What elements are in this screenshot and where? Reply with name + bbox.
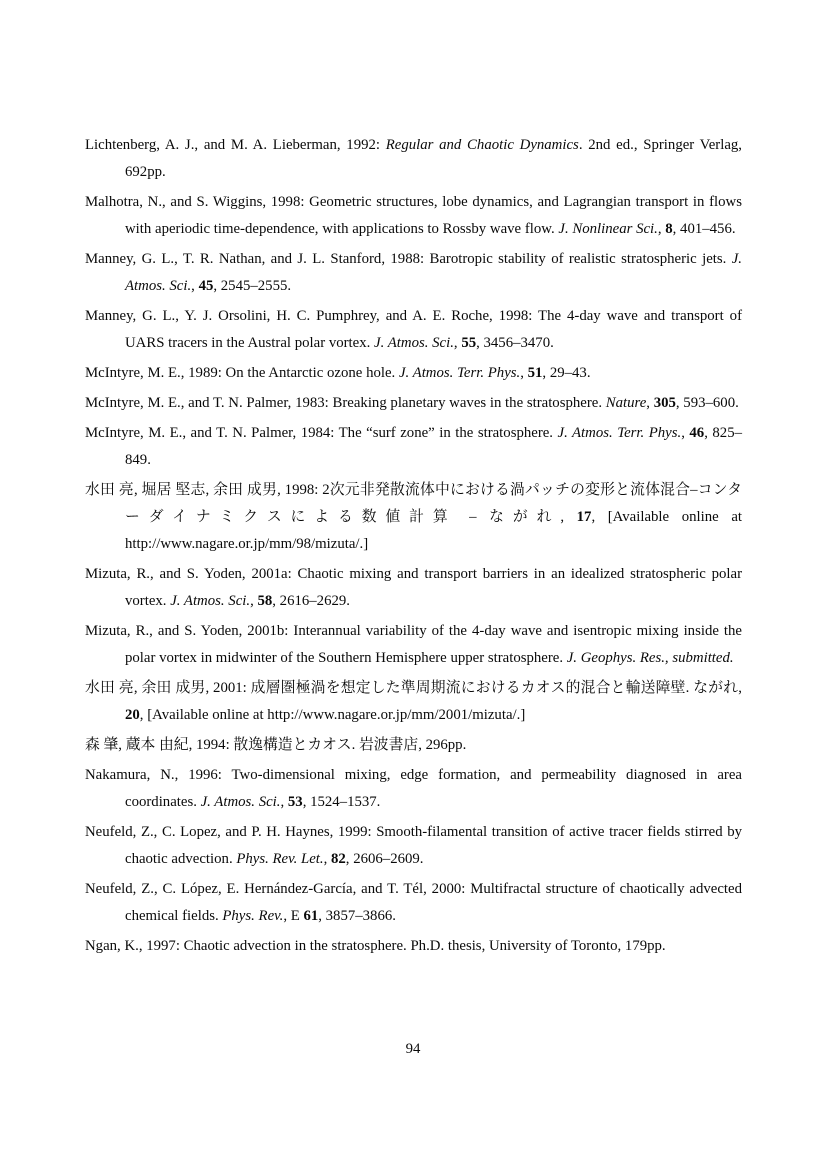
reference-entry — [85, 675, 742, 729]
reference-text-segment: 82 — [331, 851, 346, 867]
reference-text-segment: , — [250, 593, 258, 609]
reference-entry — [85, 132, 742, 186]
reference-entry — [85, 876, 742, 930]
reference-text-segment: McIntyre, M. E., 1989: On the Antarctic ozone hole. — [85, 365, 399, 381]
reference-text-segment: J. Geophys. Res., submitted. — [566, 650, 734, 666]
reference-text-segment: J. Nonlinear Sci. — [558, 221, 658, 237]
reference-text-segment: Manney, G. L., T. R. Nathan, and J. L. Stanford, 1988: Barotropic stability of realistic stratospheric jets. — [85, 251, 732, 267]
reference-text-segment: , 29–43. — [542, 365, 591, 381]
reference-text-segment: , 2606–2609. — [345, 851, 424, 867]
reference-text-segment: J. Atmos. Terr. Phys. — [398, 365, 521, 381]
reference-text-segment: 水田 亮, 堀居 堅志, 余田 成男, 1998: 2次元非発散流体中における渦パッチの変形と流体混合–コンターダイナミクスによる数値計算 – ながれ, — [85, 482, 742, 525]
reference-entry — [85, 420, 742, 474]
references-list — [85, 132, 742, 963]
reference-entry — [85, 762, 742, 816]
reference-text-segment: , — [681, 425, 690, 441]
reference-text-segment: 水田 亮, 余田 成男, 2001: 成層圏極渦を想定した準周期流におけるカオス的混合と輸送障壁. ながれ, — [85, 680, 742, 696]
reference-entry — [85, 732, 742, 759]
reference-text-segment: , — [323, 851, 331, 867]
reference-text-segment: Phys. Rev. Let. — [236, 851, 324, 867]
reference-text-segment: , 2545–2555. — [213, 278, 292, 294]
reference-text-segment: , — [191, 278, 199, 294]
reference-text-segment: 53 — [287, 794, 303, 810]
reference-text-segment: 森 肇, 蔵本 由紀, 1994: 散逸構造とカオス. 岩波書店, 296pp. — [85, 737, 467, 753]
reference-entry — [85, 303, 742, 357]
reference-text-segment: Ngan, K., 1997: Chaotic advection in the stratosphere. Ph.D. thesis, University of Toronto, 179pp. — [85, 938, 666, 954]
page-number: 94 — [405, 1041, 421, 1057]
reference-text-segment: 58 — [257, 593, 273, 609]
reference-entry — [85, 189, 742, 243]
reference-text-segment: , 2616–2629. — [272, 593, 350, 609]
reference-text-segment: , 3857–3866. — [318, 908, 396, 924]
reference-text-segment: 305 — [653, 395, 676, 411]
reference-text-segment: Mizuta, R., and S. Yoden, 2001a: Chaotic mixing and transport barriers in an idealized stratospheric polar vortex. — [85, 566, 742, 609]
reference-text-segment: 17 — [576, 509, 592, 525]
reference-text-segment: , 825–849. — [125, 425, 742, 468]
reference-text-segment: 8 — [665, 221, 673, 237]
reference-text-segment: J. Atmos. Sci. — [170, 593, 251, 609]
reference-text-segment: 51 — [527, 365, 543, 381]
reference-text-segment: , — [657, 221, 666, 237]
reference-entry — [85, 360, 742, 387]
reference-text-segment: Neufeld, Z., C. Lopez, and P. H. Haynes, 1999: Smooth-filamental transition of active tracer fields stirred by chaotic advection. — [85, 824, 742, 867]
reference-text-segment: McIntyre, M. E., and T. N. Palmer, 1983: Breaking planetary waves in the stratosphere. — [85, 395, 606, 411]
reference-text-segment: Regular and Chaotic Dynamics — [385, 137, 579, 153]
reference-text-segment: Lichtenberg, A. J., and M. A. Lieberman, 1992: — [85, 137, 386, 153]
reference-text-segment: J. Atmos. Sci. — [374, 335, 454, 351]
reference-text-segment: McIntyre, M. E., and T. N. Palmer, 1984: The “surf zone” in the stratosphere. — [85, 425, 558, 441]
reference-text-segment: Nature — [605, 395, 647, 411]
reference-text-segment: Neufeld, Z., C. López, E. Hernández-García, and T. Tél, 2000: Multifractal structure of chaotically advected chemical fields. — [85, 881, 742, 924]
reference-text-segment: , [Available online at http://www.nagare.or.jp/mm/2001/mizuta/.] — [139, 707, 526, 723]
reference-text-segment: . 2nd ed., Springer Verlag, 692pp. — [125, 137, 742, 180]
reference-entry — [85, 477, 742, 558]
reference-entry — [85, 933, 742, 960]
reference-text-segment: 55 — [461, 335, 477, 351]
reference-text-segment: , — [646, 395, 654, 411]
reference-text-segment: 45 — [198, 278, 214, 294]
reference-text-segment: , 3456–3470. — [476, 335, 554, 351]
reference-text-segment: , 1524–1537. — [302, 794, 381, 810]
reference-entry — [85, 819, 742, 873]
reference-entry — [85, 390, 742, 417]
reference-text-segment: Mizuta, R., and S. Yoden, 2001b: Interannual variability of the 4-day wave and isentropic mixing inside the polar vortex in midwinter of the Southern Hemisphere upper stratosphere. — [85, 623, 742, 666]
reference-text-segment: Nakamura, N., 1996: Two-dimensional mixing, edge formation, and permeability diagnosed in area coordinates. — [85, 767, 742, 810]
reference-text-segment: , 593–600. — [675, 395, 739, 411]
reference-text-segment: , — [453, 335, 462, 351]
reference-text-segment: 46 — [689, 425, 705, 441]
reference-entry — [85, 246, 742, 300]
reference-entry — [85, 561, 742, 615]
reference-text-segment: , [Available online at http://www.nagare.or.jp/mm/98/mizuta/.] — [125, 509, 742, 552]
reference-text-segment: 20 — [125, 707, 140, 723]
reference-text-segment: , — [520, 365, 528, 381]
reference-text-segment: , E — [283, 908, 304, 924]
reference-entry — [85, 618, 742, 672]
reference-text-segment: Manney, G. L., Y. J. Orsolini, H. C. Pumphrey, and A. E. Roche, 1998: The 4-day wave and transport of UARS tracers in the Austral polar vortex. — [85, 308, 742, 351]
reference-text-segment: Phys. Rev. — [222, 908, 284, 924]
reference-text-segment: 61 — [303, 908, 319, 924]
reference-text-segment: , — [280, 794, 288, 810]
reference-text-segment: J. Atmos. Terr. Phys. — [557, 425, 682, 441]
reference-text-segment: J. Atmos. Sci. — [200, 794, 281, 810]
reference-text-segment: , 401–456. — [672, 221, 736, 237]
reference-text-segment: J. Atmos. Sci. — [125, 251, 742, 294]
reference-text-segment: Malhotra, N., and S. Wiggins, 1998: Geometric structures, lobe dynamics, and Lagrangian transport in flows with aperiodic time-dependence, with applications to Rossby wave flow. — [85, 194, 742, 237]
